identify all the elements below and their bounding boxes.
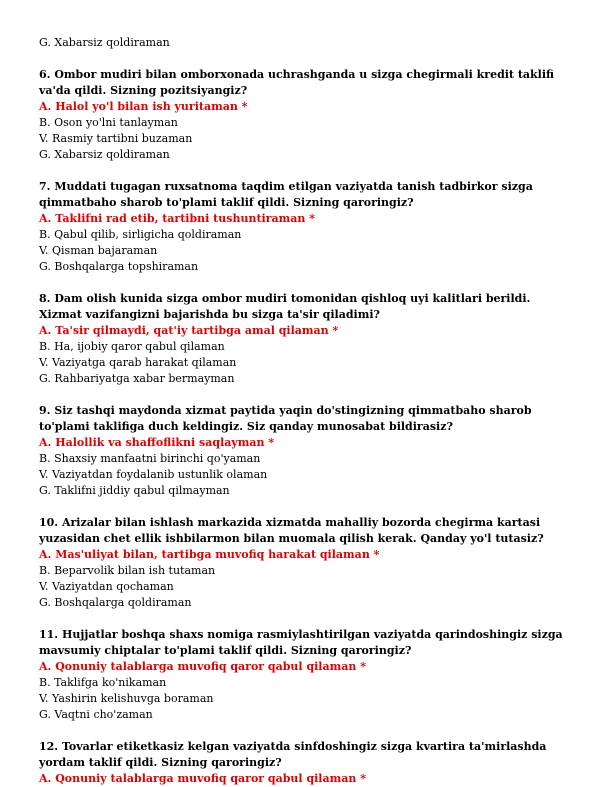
- question-text: to'plami taklifiga duch keldingiz. Siz qanday munosabat bildirasiz?: [39, 420, 453, 433]
- answer-option: B. Taklifga ko'nikaman: [39, 676, 167, 689]
- question-text: va'da qildi. Sizning pozitsiyangiz?: [39, 84, 248, 97]
- lead-option: G. Xabarsiz qoldiraman: [39, 36, 170, 49]
- question-text: 11. Hujjatlar boshqa shaxs nomiga rasmiylashtirilgan vaziyatda qarindoshingiz sizga: [39, 628, 563, 641]
- answer-option: V. Yashirin kelishuvga boraman: [39, 692, 214, 705]
- question-text: mavsumiy chiptalar to'plami taklif qildi. Sizning qaroringiz?: [39, 644, 412, 657]
- question-text: 8. Dam olish kunida sizga ombor mudiri tomonidan qishloq uyi kalitlari berildi.: [39, 292, 531, 305]
- question-block: [39, 403, 569, 499]
- answer-option: B. Shaxsiy manfaatni birinchi qo'yaman: [39, 452, 261, 465]
- question-block: [39, 179, 569, 275]
- question-text: 9. Siz tashqi maydonda xizmat paytida yaqin do'stingizning qimmatbaho sharob: [39, 404, 532, 417]
- answer-option: V. Vaziyatdan qochaman: [39, 580, 174, 593]
- correct-answer: A. Qonuniy talablarga muvofiq qaror qabul qilaman *: [39, 772, 366, 785]
- question-text: Xizmat vazifangizni bajarishda bu sizga ta'sir qiladimi?: [39, 308, 380, 321]
- answer-option: V. Rasmiy tartibni buzaman: [39, 132, 193, 145]
- answer-option: G. Taklifni jiddiy qabul qilmayman: [39, 484, 230, 497]
- answer-option: B. Oson yo'lni tanlayman: [39, 116, 178, 129]
- answer-option: B. Ha, ijobiy qaror qabul qilaman: [39, 340, 225, 353]
- question-list: [39, 67, 569, 787]
- question-block: [39, 739, 569, 787]
- answer-option: G. Rahbariyatga xabar bermayman: [39, 372, 235, 385]
- correct-answer: A. Halollik va shaffoflikni saqlayman *: [39, 436, 275, 449]
- correct-answer: A. Mas'uliyat bilan, tartibga muvofiq harakat qilaman *: [39, 548, 380, 561]
- answer-option: G. Boshqalarga qoldiraman: [39, 596, 192, 609]
- answer-option: V. Vaziyatga qarab harakat qilaman: [39, 356, 237, 369]
- question-block: [39, 291, 569, 387]
- answer-option: B. Qabul qilib, sirligicha qoldiraman: [39, 228, 242, 241]
- question-text: yordam taklif qildi. Sizning qaroringiz?: [39, 756, 282, 769]
- correct-answer: A. Ta'sir qilmaydi, qat'iy tartibga amal qilaman *: [39, 324, 339, 337]
- question-block: [39, 67, 569, 163]
- question-block: [39, 627, 569, 723]
- answer-option: G. Xabarsiz qoldiraman: [39, 148, 170, 161]
- question-text: 12. Tovarlar etiketkasiz kelgan vaziyatda sinfdoshingiz sizga kvartira ta'mirlashda: [39, 740, 547, 753]
- answer-option: G. Vaqtni cho'zaman: [39, 708, 153, 721]
- question-text: 6. Ombor mudiri bilan omborxonada uchrashganda u sizga chegirmali kredit taklifi: [39, 68, 555, 81]
- question-text: 7. Muddati tugagan ruxsatnoma taqdim etilgan vaziyatda tanish tadbirkor sizga: [39, 180, 533, 193]
- document-page: [39, 35, 569, 787]
- answer-option: G. Boshqalarga topshiraman: [39, 260, 199, 273]
- answer-option: B. Beparvolik bilan ish tutaman: [39, 564, 216, 577]
- answer-option: V. Qisman bajaraman: [39, 244, 158, 257]
- question-text: 10. Arizalar bilan ishlash markazida xizmatda mahalliy bozorda chegirma kartasi: [39, 516, 541, 529]
- question-text: qimmatbaho sharob to'plami taklif qildi. Sizning qaroringiz?: [39, 196, 414, 209]
- correct-answer: A. Halol yo'l bilan ish yuritaman *: [39, 100, 248, 113]
- answer-option: V. Vaziyatdan foydalanib ustunlik olaman: [39, 468, 268, 481]
- correct-answer: A. Qonuniy talablarga muvofiq qaror qabul qilaman *: [39, 660, 366, 673]
- question-text: yuzasidan chet ellik ishbilarmon bilan muomala qilish kerak. Qanday yo'l tutasiz?: [39, 532, 544, 545]
- question-block: [39, 515, 569, 611]
- correct-answer: A. Taklifni rad etib, tartibni tushuntiraman *: [39, 212, 315, 225]
